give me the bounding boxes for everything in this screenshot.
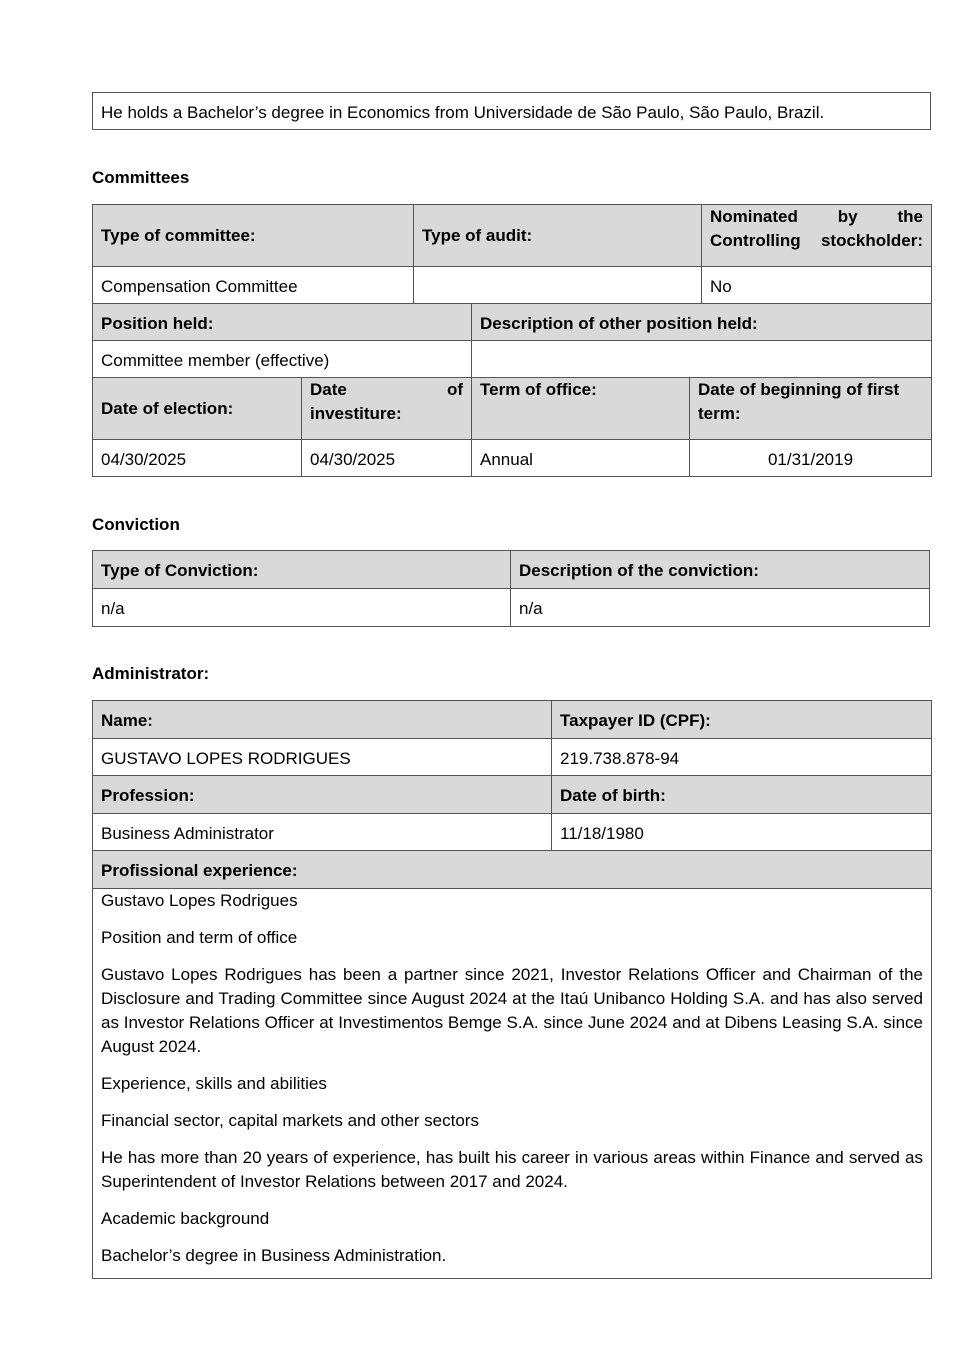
experience-paragraph: Gustavo Lopes Rodrigues <box>101 891 298 910</box>
experience-paragraph: Experience, skills and abilities <box>101 1074 327 1093</box>
election-value: 04/30/2025 <box>93 440 302 477</box>
other-position-label: Description of other position held: <box>472 304 932 341</box>
election-label: Date of election: <box>93 378 302 440</box>
experience-paragraph: He has more than 20 years of experience, has built his career in various areas within Finance and served as Superintendent of Investor Relations between 2017 and 2024. <box>101 1148 923 1191</box>
committees-heading: Committees <box>92 168 190 187</box>
administrator-table <box>92 700 932 1279</box>
birth-label: Date of birth: <box>552 776 932 814</box>
name-value: GUSTAVO LOPES RODRIGUES <box>93 739 552 776</box>
term-value: Annual <box>472 440 690 477</box>
profession-label: Profession: <box>93 776 552 814</box>
experience-paragraph: Bachelor’s degree in Business Administration. <box>101 1246 447 1265</box>
conviction-type-label: Type of Conviction: <box>93 551 511 589</box>
type-committee-value: Compensation Committee <box>93 267 414 304</box>
conviction-heading: Conviction <box>92 515 180 534</box>
position-value: Committee member (effective) <box>93 341 472 378</box>
first-term-label: Date of beginning of first term: <box>690 378 932 440</box>
committees-table-1 <box>92 204 932 304</box>
conviction-description-label: Description of the conviction: <box>511 551 930 589</box>
birth-value: 11/18/1980 <box>552 814 932 851</box>
type-committee-label: Type of committee: <box>93 205 414 267</box>
type-audit-label: Type of audit: <box>414 205 702 267</box>
administrator-heading: Administrator: <box>92 664 210 683</box>
committees-table-3 <box>92 377 932 477</box>
conviction-type-value: n/a <box>93 589 511 627</box>
experience-cell <box>93 889 932 1279</box>
nominated-label: Nominated by the Controlling stockholder: <box>702 205 932 267</box>
experience-label: Profissional experience: <box>93 851 932 889</box>
name-label: Name: <box>93 701 552 739</box>
cpf-label: Taxpayer ID (CPF): <box>552 701 932 739</box>
other-position-value <box>472 341 932 378</box>
type-audit-value <box>414 267 702 304</box>
intro-text: He holds a Bachelor’s degree in Economics from Universidade de São Paulo, São Paulo, Brazil. <box>92 92 931 130</box>
cpf-value: 219.738.878-94 <box>552 739 932 776</box>
experience-paragraph: Financial sector, capital markets and other sectors <box>101 1111 479 1130</box>
experience-paragraph: Position and term of office <box>101 928 298 947</box>
profession-value: Business Administrator <box>93 814 552 851</box>
conviction-description-value: n/a <box>511 589 930 627</box>
investiture-value: 04/30/2025 <box>302 440 472 477</box>
experience-paragraph: Academic background <box>101 1209 270 1228</box>
position-label: Position held: <box>93 304 472 341</box>
nominated-value: No <box>702 267 932 304</box>
committees-table-2 <box>92 303 932 378</box>
experience-paragraph: Gustavo Lopes Rodrigues has been a partner since 2021, Investor Relations Officer and Chairman of the Disclosure and Trading Committee since August 2024 at the Itaú Unibanco Holding S.A. and has also served as Investor Relations Officer at Investimentos Bemge S.A. since June 2024 and at Dibens Leasing S.A. since August 2024. <box>101 965 923 1056</box>
term-label: Term of office: <box>472 378 690 440</box>
first-term-value: 01/31/2019 <box>690 440 932 477</box>
conviction-table <box>92 550 930 627</box>
investiture-label: Date of investiture: <box>302 378 472 440</box>
